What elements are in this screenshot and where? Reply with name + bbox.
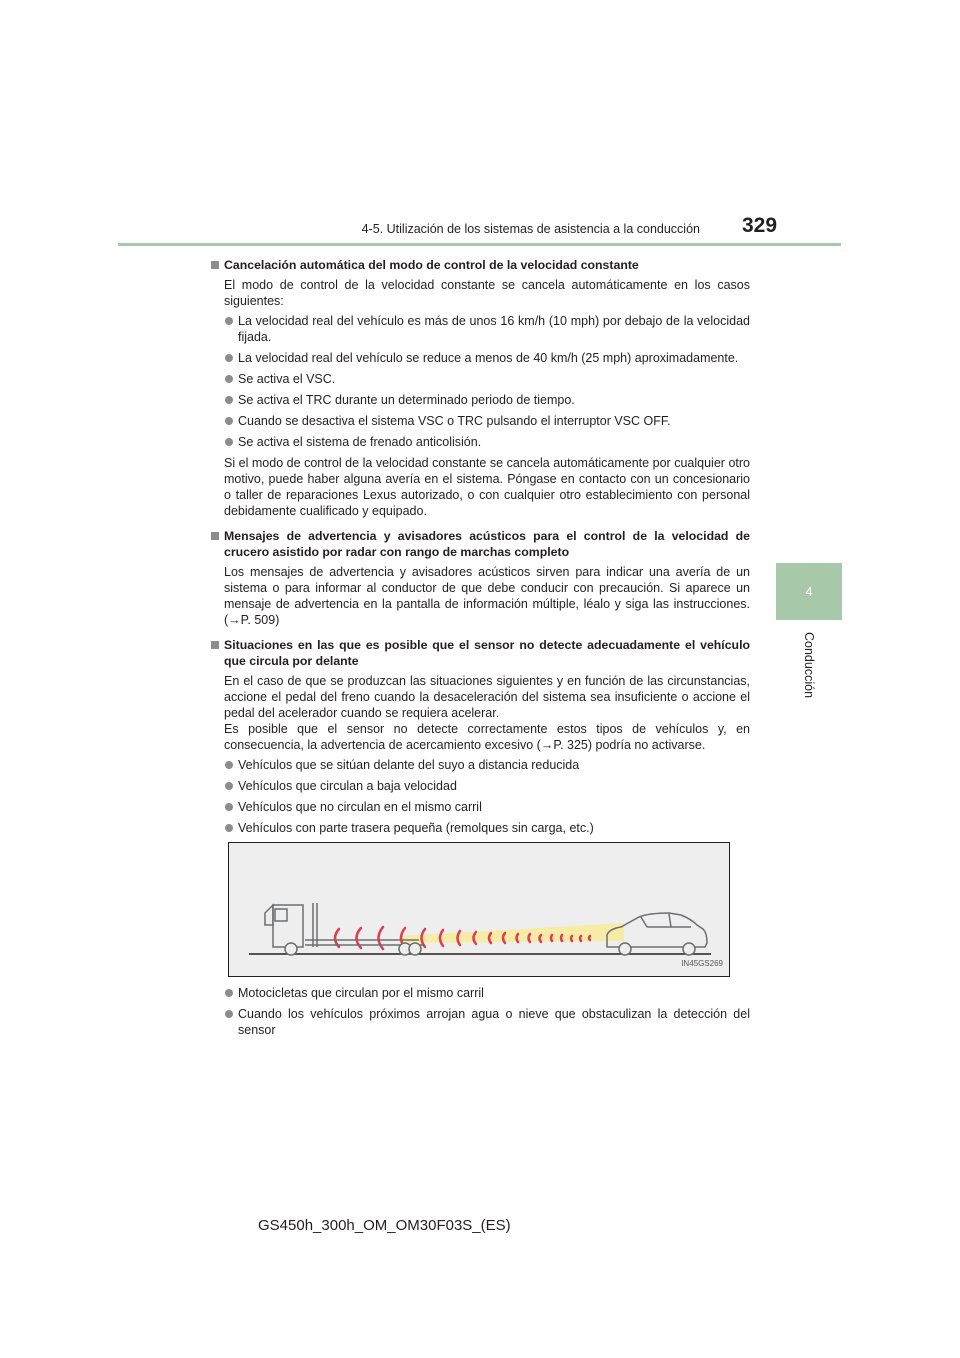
paragraph: En el caso de que se produzcan las situaciones siguientes y en función de las circunstancias, accione el pedal del freno cuando la desaceleración del sistema sea insuficiente o accione el pedal del acelerador cuando se requiera acelerar. (224, 674, 750, 720)
square-bullet-icon (211, 641, 219, 649)
list-item-text: Vehículos que circulan a baja velocidad (238, 779, 457, 793)
paragraph: El modo de control de la velocidad constante se cancela automáticamente en los casos siguientes: (224, 278, 750, 308)
section-heading (210, 637, 750, 669)
list-item (210, 757, 750, 773)
circle-bullet-icon (225, 761, 233, 769)
list-item (210, 799, 750, 815)
section-sensor-detection (210, 637, 750, 1038)
circle-bullet-icon (225, 782, 233, 790)
list-item (210, 413, 750, 429)
list-item-text: Cuando los vehículos próximos arrojan agua o nieve que obstaculizan la detección del sensor (238, 1007, 750, 1037)
heading-text: Cancelación automática del modo de control de la velocidad constante (224, 258, 639, 272)
list-item (210, 371, 750, 387)
list-item-text: Se activa el sistema de frenado anticolisión. (238, 435, 482, 449)
list-item (210, 350, 750, 366)
list-item (210, 313, 750, 345)
paragraph: Es posible que el sensor no detecte correctamente estos tipos de vehículos y, en consecuencia, la advertencia de acercamiento excesivo (→P. 325) podría no activarse. (224, 722, 750, 752)
circle-bullet-icon (225, 396, 233, 404)
page-number: 329 (742, 214, 778, 237)
list-item-text: La velocidad real del vehículo es más de unos 16 km/h (10 mph) por debajo de la velocidad fijada. (238, 314, 750, 344)
list-item-text: Vehículos que se sitúan delante del suyo a distancia reducida (238, 758, 580, 772)
header-rule (118, 243, 841, 246)
circle-bullet-icon (225, 317, 233, 325)
circle-bullet-icon (225, 417, 233, 425)
paragraph: Si el modo de control de la velocidad constante se cancela automáticamente por cualquier otro motivo, puede haber alguna avería en el sistema. Póngase en contacto con un concesionario o taller de reparaciones Lexus autorizado, o con cualquier otro establecimiento con personal debidamente cualificado y equipado. (224, 456, 750, 518)
list-item (210, 820, 750, 836)
circle-bullet-icon (225, 438, 233, 446)
list-item-text: Se activa el VSC. (238, 372, 336, 386)
circle-bullet-icon (225, 803, 233, 811)
circle-bullet-icon (225, 1010, 233, 1018)
list-item (210, 392, 750, 408)
heading-text: Mensajes de advertencia y avisadores acústicos para el control de la velocidad de crucero asistido por radar con rango de marchas completo (224, 529, 750, 559)
chapter-label: Conducción (802, 632, 816, 699)
paragraph: Los mensajes de advertencia y avisadores acústicos sirven para indicar una avería de un sistema o para informar al conductor de que debe conducir con precaución. Si aparece un mensaje de advertencia en la pantalla de información múltiple, léalo y siga las instrucciones. (→P. 509) (224, 565, 750, 627)
list-item-text: La velocidad real del vehículo se reduce a menos de 40 km/h (25 mph) aproximadamente. (238, 351, 739, 365)
list-item-text: Se activa el TRC durante un determinado periodo de tiempo. (238, 393, 575, 407)
document-code-footer: GS450h_300h_OM_OM30F03S_(ES) (258, 1217, 511, 1234)
list-item-text: Vehículos con parte trasera pequeña (remolques sin carga, etc.) (238, 821, 594, 835)
radar-illustration-svg (229, 843, 729, 976)
truck-icon (265, 903, 425, 955)
section-heading (210, 528, 750, 560)
circle-bullet-icon (225, 989, 233, 997)
list-item (210, 985, 750, 1001)
section-automatic-cancellation (210, 257, 750, 519)
square-bullet-icon (211, 532, 219, 540)
page-content (210, 257, 750, 1043)
circle-bullet-icon (225, 824, 233, 832)
list-item (210, 778, 750, 794)
list-item-text: Motocicletas que circulan por el mismo carril (238, 986, 484, 1000)
header-section-title: 4-5. Utilización de los sistemas de asistencia a la conducción (361, 222, 700, 236)
section-heading (210, 257, 750, 273)
heading-text: Situaciones en las que es posible que el sensor no detecte adecuadamente el vehículo que circula por delante (224, 638, 750, 668)
chapter-number: 4 (805, 584, 813, 599)
section-warning-messages (210, 528, 750, 628)
illustration-radar-trailer (228, 842, 730, 977)
list-item (210, 1006, 750, 1038)
circle-bullet-icon (225, 375, 233, 383)
chapter-tab (776, 563, 842, 620)
list-item (210, 434, 750, 450)
square-bullet-icon (211, 261, 219, 269)
circle-bullet-icon (225, 354, 233, 362)
list-item-text: Vehículos que no circulan en el mismo carril (238, 800, 482, 814)
figure-code: IN45GS269 (681, 959, 723, 968)
list-item-text: Cuando se desactiva el sistema VSC o TRC pulsando el interruptor VSC OFF. (238, 414, 671, 428)
